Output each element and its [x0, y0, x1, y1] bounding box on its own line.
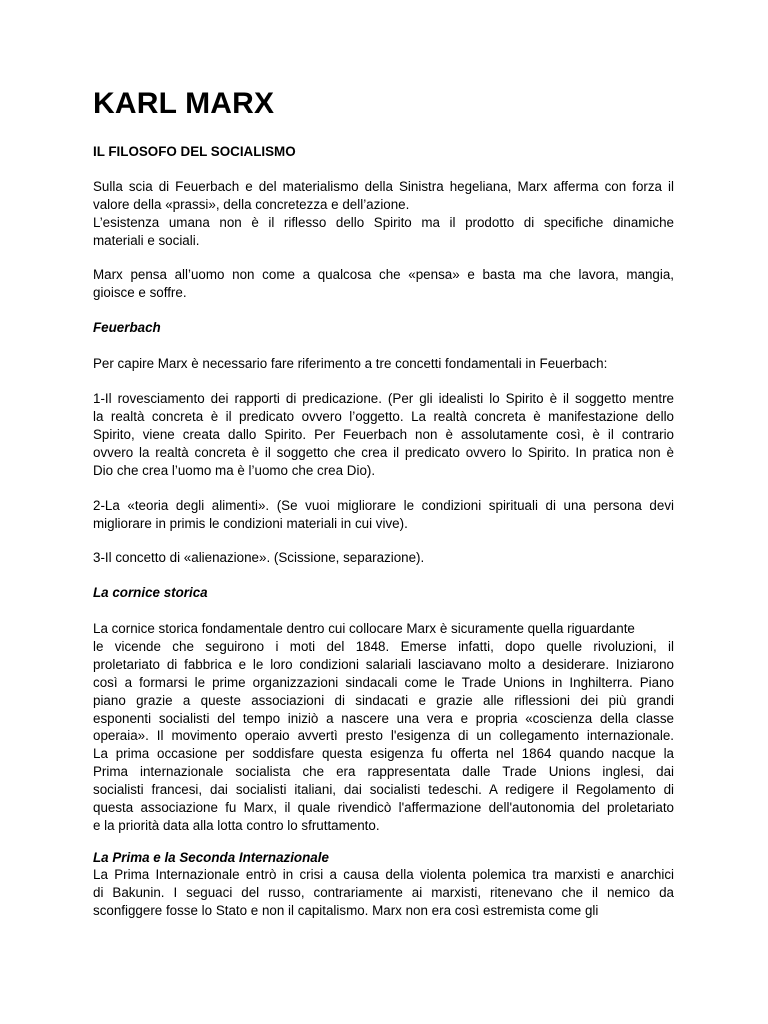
text-line: La prima occasione per soddisfare questa esigenza fu offerta nel 1864 quando nacque la [93, 746, 674, 762]
page-title: KARL MARX [93, 87, 275, 120]
internazionale-paragraph [93, 866, 674, 920]
text-line: piano grazie a queste associazioni di sindacati e grazie alle riflessioni dei più grandi [93, 692, 674, 708]
section-heading-cornice-storica: La cornice storica [93, 585, 208, 600]
feuerbach-point-2 [93, 497, 674, 533]
text-line: migliorare in primis le condizioni materiali in cui vive). [93, 515, 408, 531]
text-line: la realtà concreta è il predicato ovvero l’oggetto. La realtà concreta è manifestazione dello [93, 408, 674, 424]
text-line: gioisce e soffre. [93, 284, 187, 300]
text-line: 2-La «teoria degli alimenti». (Se vuoi migliorare le condizioni spirituali di una persona devi [93, 498, 674, 513]
section-heading-internazionale: La Prima e la Seconda Internazionale [93, 850, 329, 865]
intro-paragraph-1 [93, 178, 674, 250]
text-line: questa associazione fu Marx, il quale rivendicò l'affermazione dell'autonomia del proletariato [93, 800, 674, 816]
text-line: Dio che crea l’uomo ma è l’uomo che crea Dio). [93, 462, 376, 478]
text-line: 3-Il concetto di «alienazione». (Scissione, separazione). [93, 550, 425, 565]
feuerbach-intro [93, 355, 674, 373]
text-line: di Bakunin. I seguaci del russo, contrariamente ai marxisti, ritenevano che il nemico da [93, 884, 674, 900]
text-line: così a formarsi le prime organizzazioni sindacali come le Trade Unions in Inghilterra. Piano [93, 674, 674, 690]
text-line: Per capire Marx è necessario fare riferimento a tre concetti fondamentali in Feuerbach: [93, 356, 608, 371]
text-line: Sulla scia di Feuerbach e del materialismo della Sinistra hegeliana, Marx afferma con forza il [93, 179, 674, 194]
text-line: L’esistenza umana non è il riflesso dello Spirito ma il prodotto di specifiche dinamiche [93, 214, 674, 230]
text-line: esponenti socialisti del tempo iniziò a nascere una vera e propria «coscienza della classe [93, 710, 674, 726]
text-line: valore della «prassi», della concretezza e dell’azione. [93, 196, 410, 212]
text-line: La cornice storica fondamentale dentro cui collocare Marx è sicuramente quella riguardante [93, 621, 635, 636]
cornice-paragraph [93, 620, 674, 835]
intro-paragraph-2 [93, 266, 674, 302]
text-line: Marx pensa all’uomo non come a qualcosa che «pensa» e basta ma che lavora, mangia, [93, 267, 674, 282]
text-line: La Prima Internazionale entrò in crisi a causa della violenta polemica tra marxisti e anarchici [93, 867, 674, 882]
text-line: operaia». Il movimento operaio avvertì presto l'esigenza di un collegamento internazionale. [93, 728, 674, 744]
text-line: proletariato di fabbrica e le loro condizioni salariali lasciavano molto a desiderare. Iniziarono [93, 656, 674, 672]
text-line: socialisti francesi, dai socialisti italiani, dai socialisti tedeschi. A redigere il Regolamento di [93, 782, 674, 798]
text-line: sconfiggere fosse lo Stato e non il capitalismo. Marx non era così estremista come gli [93, 902, 599, 918]
section-heading-feuerbach: Feuerbach [93, 320, 161, 335]
text-line: Spirito, viene creata dallo Spirito. Per Feuerbach non è assolutamente così, è il contrario [93, 426, 674, 442]
page-subtitle: IL FILOSOFO DEL SOCIALISMO [93, 144, 296, 159]
text-line: materiali e sociali. [93, 232, 200, 248]
text-line: 1-Il rovesciamento dei rapporti di predicazione. (Per gli idealisti lo Spirito è il soggetto mentre [93, 391, 674, 406]
feuerbach-point-1 [93, 390, 674, 480]
text-line: e la priorità data alla lotta contro lo sfruttamento. [93, 817, 380, 833]
text-line: ovvero la realtà concreta è il soggetto che crea il predicato ovvero lo Spirito. In pratica non è [93, 444, 674, 460]
feuerbach-point-3 [93, 549, 674, 567]
text-line: le vicende che seguirono i moti del 1848. Emerse infatti, dopo quelle rivoluzioni, il [93, 638, 674, 654]
text-line: Prima internazionale socialista che era rappresentata dalle Trade Unions inglesi, dai [93, 764, 674, 780]
